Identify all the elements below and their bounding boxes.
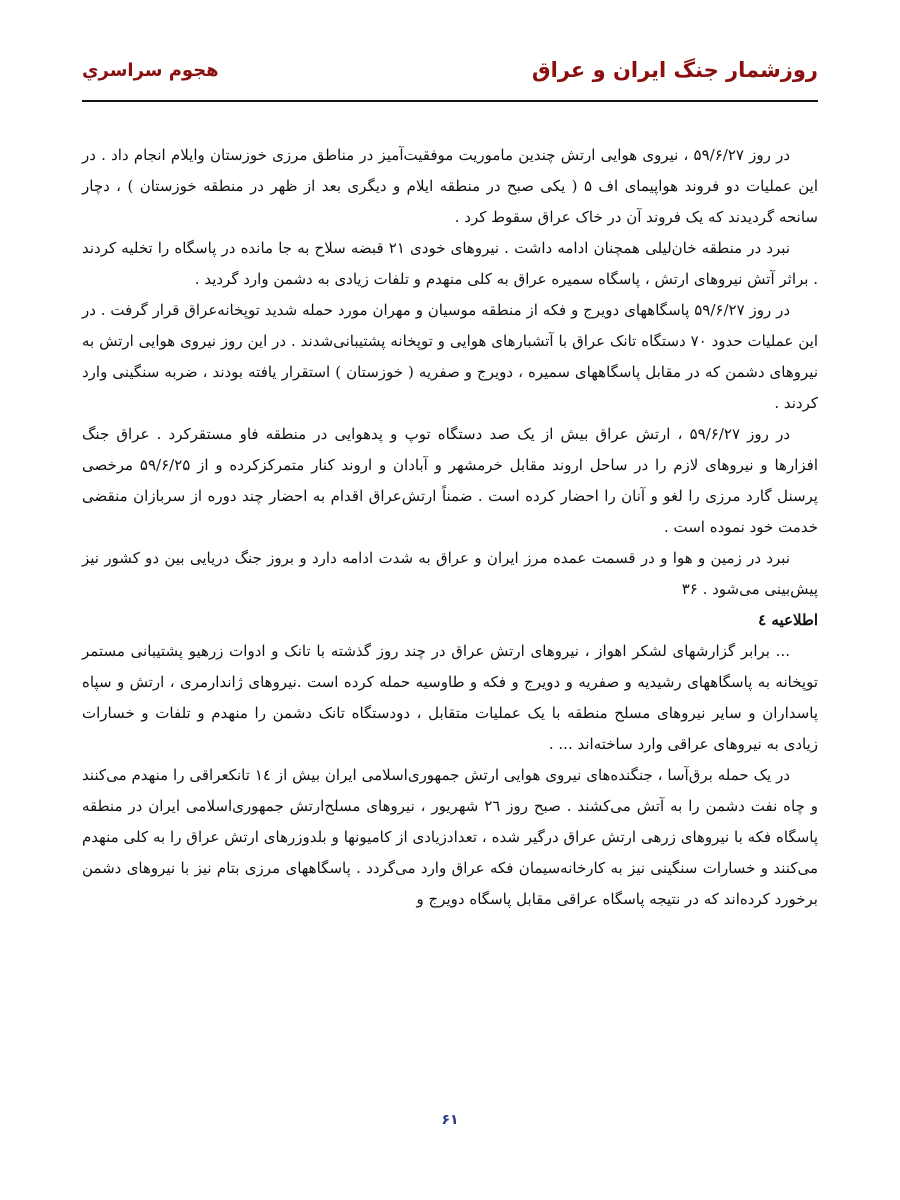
- chapter-title: هجوم سراسري: [82, 60, 219, 81]
- paragraph: در یک حمله برق‌آسا ، جنگنده‌های نیروی هوایی ارتش جمهوری‌اسلامی ایران بیش از ١٤ تانکعراقی را منهدم می‌کنند و چاه نفت دشمن را به آتش می‌کشند . صبح روز ٢٦ شهریور ، نیروهای مسلح‌ارتش جمهوری‌اسلامی ایران در منطقه پاسگاه فکه با نیروهای زرهی ارتش عراق درگیر شده ، تعدادزیادی از کامیونها و بلدوزرهای ارتش عراق را به کلی منهدم می‌کنند و خسارات سنگینی نیز به کارخانه‌سیمان فکه عراق وارد می‌گردد . پاسگاههای مرزی بتام نیز با نیروهای دشمن برخورد کرده‌اند که در نتیجه پاسگاه عراقی مقابل پاسگاه دویرج و: [82, 766, 818, 908]
- page-number: ۶۱: [441, 1112, 459, 1128]
- paragraph: نبرد در منطقه خان‌لیلی همچنان ادامه داشت . نیروهای خودی ۲۱ قبضه سلاح به جا مانده در پاسگاه را تخلیه کردند . براثر آتش نیروهای ارتش ، پاسگاه سمیره عراق به کلی منهدم و تلفات زیادی به دشمن وارد گردید .: [82, 239, 818, 288]
- paragraph: در روز ۵۹/۶/۲۷ ، ارتش عراق بیش از یک صد دستگاه توپ و پدهوایی در منطقه فاو مستقرکرد . عراق جنگ افزارها و نیروهای لازم را در ساحل اروند مقابل خرمشهر و آبادان و اروند کنار متمرکزکرده و از ۵۹/۶/۲۵ مرخصی پرسنل گارد مرزی را لغو و آنان را احضار کرده است . ضمناً ارتش‌عراق اقدام به احضار چند دوره از سربازان منقضی خدمت خود نموده است .: [82, 425, 818, 536]
- paragraph: نبرد در زمین و هوا و در قسمت عمده مرز ایران و عراق به شدت ادامه دارد و بروز جنگ دریایی بین دو کشور نیز پیش‌بینی می‌شود . ۳۶: [82, 549, 818, 598]
- paragraph: ... برابر گزارشهای لشکر اهواز ، نیروهای ارتش عراق در چند روز گذشته با تانک و ادوات زرهیو پشتیبانی مستمر توپخانه به پاسگاههای رشیدیه و صفریه و دویرج و فکه و طاوسیه حمله کرده است .نیروهای ژاندارمری ، ارتش و سپاه پاسداران و سایر نیروهای مسلح منطقه با یک عملیات متقابل ، دودستگاه تانک دشمن را منهدم و تلفات و خسارات زیادی به نیروهای عراقی وارد ساخته‌اند ... .: [82, 642, 818, 753]
- running-header: [82, 58, 818, 94]
- book-title: روزشمار جنگ ایران و عراق: [531, 58, 818, 82]
- paragraph: در روز ۵۹/۶/۲۷ ، نیروی هوایی ارتش چندین ماموریت موفقیت‌آمیز در مناطق مرزی خوزستان وایلام انجام داد . در این عملیات دو فروند هواپیمای اف ۵ ( یکی صبح در منطقه ایلام و دیگری بعد از ظهر در منطقه خوزستان ) ، دچار سانحه گردیدند که یک فروند آن در خاک عراق سقوط کرد .: [82, 146, 818, 226]
- paragraph: در روز ۵۹/۶/۲۷ پاسگاههای دویرج و فکه از منطقه موسیان و مهران مورد حمله شدید توپخانه‌عراق قرار گرفت . در این عملیات حدود ۷۰ دستگاه تانک عراق با آتشبارهای هوایی و توپخانه پشتیبانی‌شدند . در این روز نیروی هوایی ارتش به نیروهای دشمن که در مقابل پاسگاههای سمیره ، دویرج و صفریه ( خوزستان ) استقرار یافته بودند ، ضربه سنگینی وارد کردند .: [82, 301, 818, 412]
- header-divider: [82, 100, 818, 102]
- body-text: [82, 140, 818, 915]
- section-heading: اطلاعیه ٤: [758, 611, 818, 629]
